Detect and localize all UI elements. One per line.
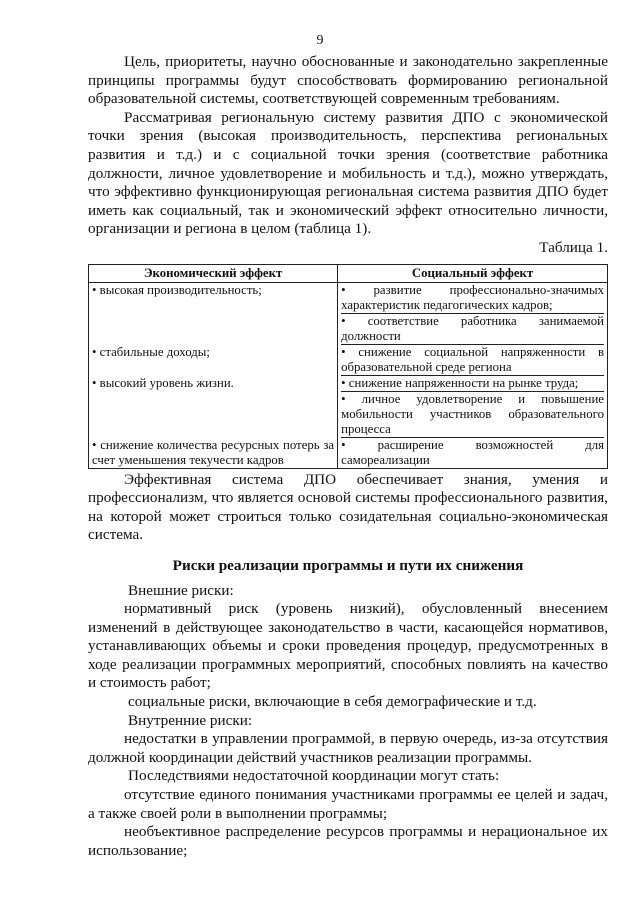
economic-cell bbox=[89, 345, 338, 376]
internal-risks-label: Внутренние риски: bbox=[128, 711, 253, 729]
economic-item: • высокая производительность; bbox=[92, 282, 262, 297]
paragraph-goals: Цель, приоритеты, научно обоснованные и законодательно закрепленные принципы программы будут способствовать формированию региональной образовательной системы, соответствующей современным требованиям. bbox=[88, 53, 608, 108]
table-row bbox=[89, 282, 608, 345]
social-item: • соответствие работника занимаемой должности bbox=[341, 313, 604, 343]
social-cell bbox=[338, 345, 608, 376]
effects-table bbox=[88, 264, 608, 469]
social-cell bbox=[338, 282, 608, 345]
economic-cell bbox=[89, 282, 338, 345]
economic-item: • стабильные доходы; bbox=[92, 344, 210, 359]
table-header-row bbox=[89, 264, 608, 282]
section-heading: Риски реализации программы и пути их снижения bbox=[172, 556, 524, 574]
social-item: • развитие профессионально-значимых характеристик педагогических кадров; bbox=[341, 282, 604, 312]
social-cell bbox=[338, 438, 608, 469]
economic-cell bbox=[89, 438, 338, 469]
risk-item: социальные риски, включающие в себя демографические и т.д. bbox=[128, 693, 537, 711]
economic-item: • снижение количества ресурсных потерь за счет уменьшения текучести кадров bbox=[92, 437, 335, 467]
economic-item: • высокий уровень жизни. bbox=[92, 375, 234, 390]
social-cell bbox=[338, 376, 608, 438]
table-caption: Таблица 1. bbox=[539, 238, 608, 256]
consequences-label: Последствиями недостаточной координации могут стать: bbox=[128, 767, 500, 785]
social-item: • личное удовлетворение и повышение мобильности участников образовательного процесса bbox=[341, 391, 604, 436]
page-content bbox=[88, 0, 608, 860]
risk-item: нормативный риск (уровень низкий), обусловленный внесением изменений в действующее законодательство в части, касающейся нормативов, устанавливающих объемы и сроки проведения процедур, предусмотренных в ходе реализации программных мероприятий, способных повлиять на качество и стоимость работ; bbox=[88, 600, 608, 692]
header-social: Социальный эффект bbox=[338, 264, 608, 282]
table-row bbox=[89, 438, 608, 469]
economic-cell bbox=[89, 376, 338, 438]
risk-item: недостатки в управлении программой, в первую очередь, из-за отсутствия должной координации действий участников реализации программы. bbox=[88, 730, 608, 766]
table-row bbox=[89, 345, 608, 376]
social-item: • снижение социальной напряженности в образовательной среде региона bbox=[341, 344, 604, 374]
header-economic: Экономический эффект bbox=[89, 264, 338, 282]
social-item: • расширение возможностей для самореализации bbox=[341, 437, 604, 467]
consequence-item: необъективное распределение ресурсов программы и нерациональное их использование; bbox=[88, 823, 608, 859]
paragraph-regional-system: Рассматривая региональную систему развития ДПО с экономической точки зрения (высокая производительность, перспектива региональных развития и т.д.) и с социальной точки зрения (соответствие работника должности, личное удовлетворение и мобильность и т.д.), можно утверждать, что эффективно функционирующая региональная система развития ДПО будет иметь как социальный, так и экономический эффект относительно личности, организации и региона в целом (таблица 1). bbox=[88, 108, 608, 238]
consequence-item: отсутствие единого понимания участниками программы ее целей и задач, а также своей роли в выполнении программы; bbox=[88, 786, 608, 822]
table-row bbox=[89, 376, 608, 438]
social-item: • снижение напряженности на рынке труда; bbox=[341, 376, 604, 392]
page-number: 9 bbox=[316, 33, 324, 48]
paragraph-effective-system: Эффективная система ДПО обеспечивает знания, умения и профессионализм, что является основой системы профессионального развития, на которой может строиться только созидательная социально-экономическая система. bbox=[88, 470, 608, 544]
external-risks-label: Внешние риски: bbox=[128, 581, 234, 599]
